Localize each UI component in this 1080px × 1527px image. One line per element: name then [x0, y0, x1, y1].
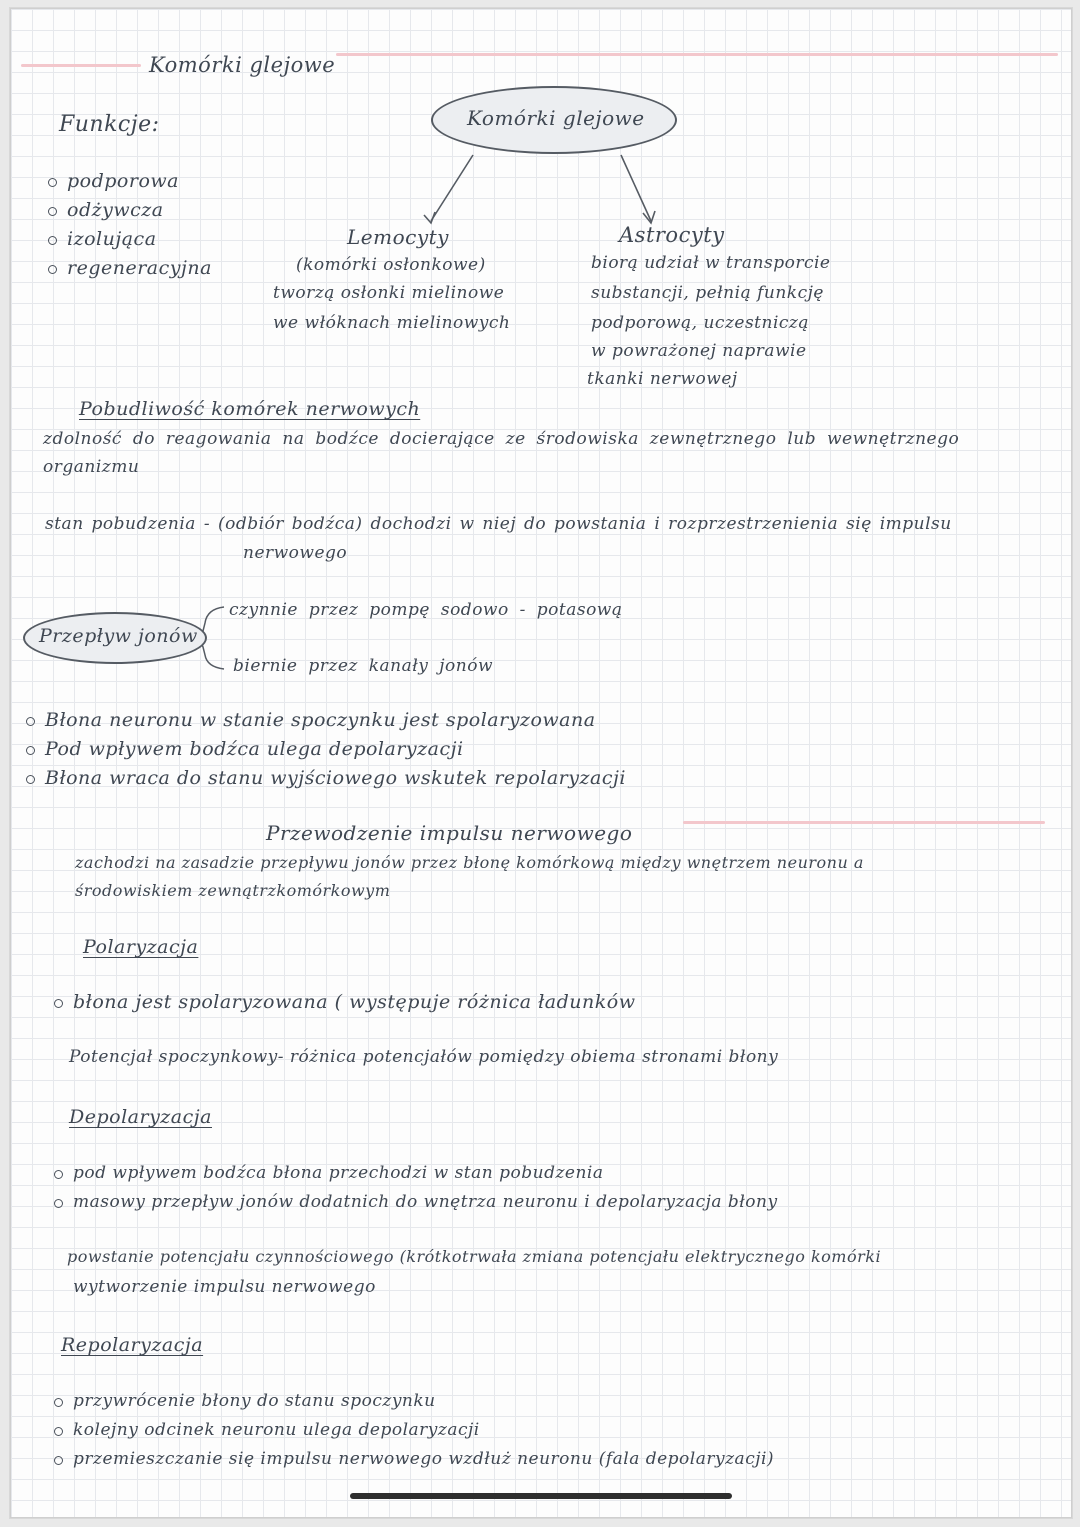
excitation-line: stan pobudzenia - (odbiór bodźca) dochodzi w niej do powstania i rozprzestrzenienia się impulsu: [45, 514, 952, 534]
arrowhead-left: [424, 212, 435, 223]
list-item: masowy przepływ jonów dodatnich do wnętrza neuronu i depolaryzacja błony: [51, 1188, 778, 1217]
excitability-line: zdolność do reagowania na bodźce docierające ze środowiska zewnętrznego lub wewnętrznego: [43, 429, 960, 449]
list-item: Błona neuronu w stanie spoczynku jest spolaryzowana: [23, 706, 626, 735]
lemocytes-title: Lemocyty: [347, 225, 449, 249]
depolarization-heading: Depolaryzacja: [69, 1106, 212, 1128]
list-item: Pod wpływem bodźca ulega depolaryzacji: [23, 735, 626, 764]
polarization-list: [51, 988, 636, 1017]
resting-potential-line: Potencjał spoczynkowy- różnica potencjałów pomiędzy obiema stronami błony: [69, 1047, 779, 1067]
astrocytes-line: w powrażonej naprawie: [591, 341, 807, 361]
astrocytes-title: Astrocyty: [619, 223, 725, 247]
lemocytes-line: tworzą osłonki mielinowe: [273, 283, 505, 303]
astrocytes-line: podporową, uczestniczą: [591, 313, 810, 333]
list-item: regeneracyjna: [45, 254, 212, 283]
list-item: Błona wraca do stanu wyjściowego wskutek repolaryzacji: [23, 764, 626, 793]
home-indicator[interactable]: [350, 1493, 732, 1499]
list-item: błona jest spolaryzowana ( występuje różnica ładunków: [51, 988, 636, 1017]
page-title: Komórki glejowe: [149, 53, 336, 77]
action-potential-line: powstanie potencjału czynnościowego (krótkotrwała zmiana potencjału elektrycznego komórki: [67, 1247, 882, 1266]
astrocytes-line: substancji, pełnią funkcję: [591, 283, 824, 303]
arrow-to-lemocytes: [431, 155, 473, 221]
note-page: [10, 8, 1072, 1518]
membrane-points-list: [23, 706, 626, 793]
list-item: przywrócenie błony do stanu spoczynku: [51, 1387, 774, 1416]
conduction-rule-right: [683, 821, 1045, 824]
list-item: izolująca: [45, 225, 212, 254]
ion-flow-passive: biernie przez kanały jonów: [233, 656, 494, 676]
conduction-line: zachodzi na zasadzie przepływu jonów przez błonę komórkową między wnętrzem neuronu a: [75, 853, 864, 872]
functions-heading: Funkcje:: [59, 112, 160, 137]
excitation-line: nerwowego: [243, 543, 348, 563]
list-item: przemieszczanie się impulsu nerwowego wzdłuż neuronu (fala depolaryzacji): [51, 1445, 774, 1474]
ion-flow-label: Przepływ jonów: [39, 625, 198, 647]
list-item: pod wpływem bodźca błona przechodzi w stan pobudzenia: [51, 1159, 778, 1188]
conduction-line: środowiskiem zewnątrzkomórkowym: [75, 881, 391, 900]
astrocytes-line: tkanki nerwowej: [587, 369, 738, 389]
lemocytes-line: we włóknach mielinowych: [273, 313, 511, 333]
excitability-heading: Pobudliwość komórek nerwowych: [79, 398, 421, 420]
list-item: odżywcza: [45, 196, 212, 225]
polarization-heading: Polaryzacja: [83, 936, 199, 958]
astrocytes-line: biorą udział w transporcie: [591, 253, 831, 273]
arrow-to-astrocytes: [621, 155, 651, 221]
repolarization-heading: Repolaryzacja: [61, 1334, 204, 1356]
excitability-line: organizmu: [43, 457, 140, 477]
list-item: podporowa: [45, 167, 212, 196]
ion-flow-active: czynnie przez pompę sodowo - potasową: [229, 600, 623, 620]
depolarization-list: [51, 1159, 778, 1217]
repolarization-list: [51, 1387, 774, 1474]
conduction-heading: Przewodzenie impulsu nerwowego: [266, 821, 633, 845]
list-item: kolejny odcinek neuronu ulega depolaryzacji: [51, 1416, 774, 1445]
action-potential-line: wytworzenie impulsu nerwowego: [73, 1277, 376, 1297]
lemocytes-line: (komórki osłonkowe): [296, 255, 486, 275]
diagram-center-label: Komórki glejowe: [467, 106, 645, 130]
